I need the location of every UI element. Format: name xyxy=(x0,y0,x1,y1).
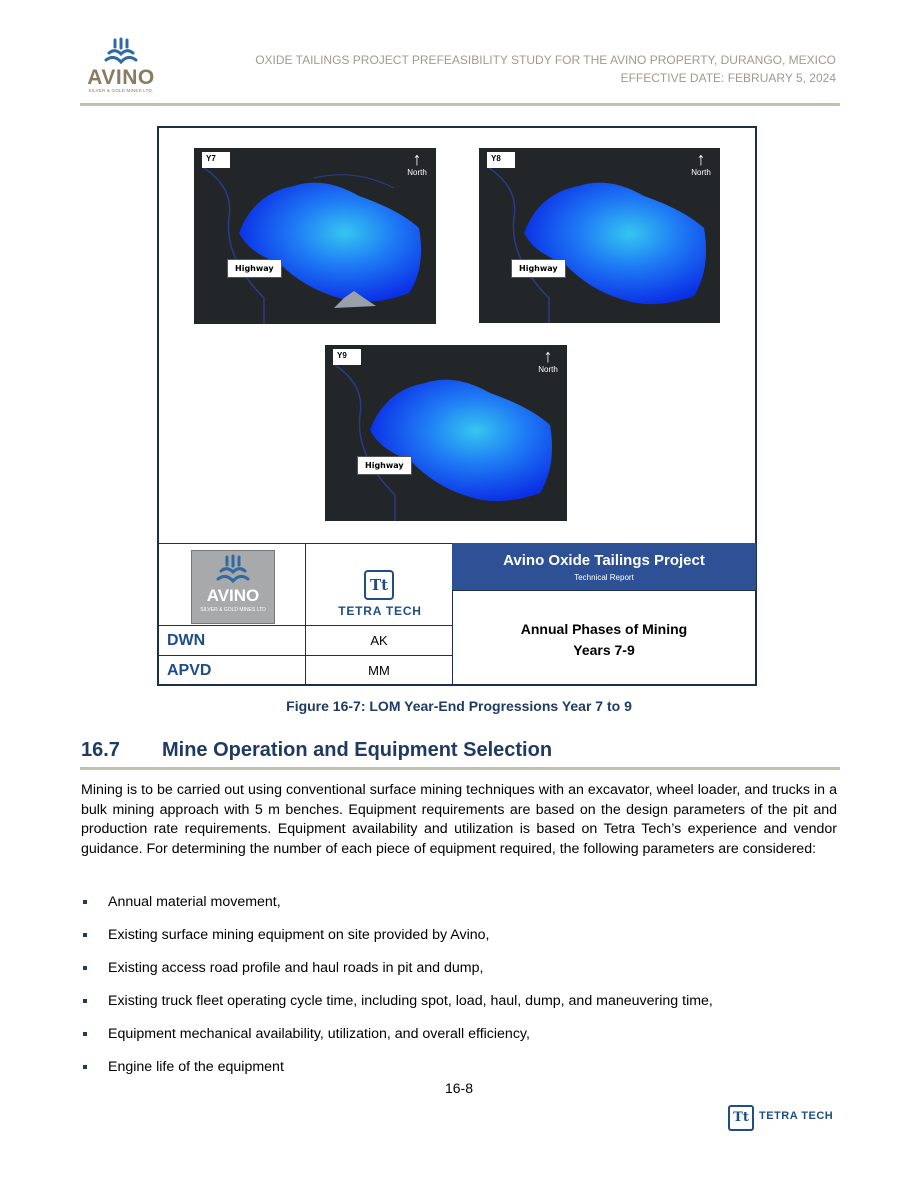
avino-swirl-icon xyxy=(84,36,158,68)
list-item-text: Engine life of the equipment xyxy=(108,1059,284,1075)
pit-map-y9 xyxy=(325,345,567,521)
header-report-title: OXIDE TAILINGS PROJECT PREFEASIBILITY STUDY FOR THE AVINO PROPERTY, DURANGO, MEXICO xyxy=(255,53,836,67)
north-label: North xyxy=(407,168,427,177)
title-block-drawing-cell xyxy=(452,590,756,685)
section-title: Mine Operation and Equipment Selection xyxy=(162,739,553,761)
north-arrow-icon: ↑ xyxy=(696,149,706,169)
pit-map-y7 xyxy=(194,148,436,324)
north-arrow-icon: ↑ xyxy=(543,346,553,366)
list-item-text: Equipment mechanical availability, utilization, and overall efficiency, xyxy=(108,1026,530,1042)
page-number: 16-8 xyxy=(444,1080,474,1096)
apvd-label-cell xyxy=(158,655,306,685)
list-item-text: Existing access road profile and haul roads in pit and dump, xyxy=(108,960,484,976)
north-label: North xyxy=(691,168,711,177)
bullet-icon xyxy=(83,1065,87,1069)
section-number: 16.7 xyxy=(81,739,120,761)
avino-swirl-icon xyxy=(192,553,274,587)
list-item xyxy=(81,959,837,992)
avino-brand-text: AVINO xyxy=(87,66,155,89)
section-divider xyxy=(80,767,840,770)
avino-header-logo xyxy=(84,36,158,98)
apvd-value: MM xyxy=(368,663,390,678)
map-panel-y9 xyxy=(325,345,567,521)
list-item xyxy=(81,1025,837,1058)
bullet-icon xyxy=(83,999,87,1003)
header-effective-date: EFFECTIVE DATE: FEBRUARY 5, 2024 xyxy=(620,71,836,85)
avino-logo xyxy=(191,550,275,624)
avino-tagline: SILVER & GOLD MINES LTD xyxy=(200,607,266,613)
avino-brand-text: AVINO xyxy=(206,586,260,605)
map-year-label: Y8 xyxy=(487,152,515,168)
project-title: Avino Oxide Tailings Project xyxy=(503,552,705,569)
dwn-value: AK xyxy=(370,633,388,648)
map-panel-y8 xyxy=(479,148,720,323)
bullet-icon xyxy=(83,933,87,937)
bullet-icon xyxy=(83,900,87,904)
list-item xyxy=(81,893,837,926)
tetra-tech-footer-logo xyxy=(728,1104,838,1132)
dwn-label: DWN xyxy=(167,632,206,649)
list-item xyxy=(81,926,837,959)
title-block-project-cell xyxy=(452,543,756,591)
list-item-text: Existing surface mining equipment on site provided by Avino, xyxy=(108,927,490,943)
highway-label: Highway xyxy=(511,259,566,278)
drawing-title-line2: Years 7-9 xyxy=(573,642,635,658)
tetra-tech-icon: Tt xyxy=(728,1105,754,1131)
title-block-avino-cell xyxy=(158,543,306,626)
project-subtitle: Technical Report xyxy=(574,573,634,582)
north-arrow-icon: ↑ xyxy=(412,149,422,169)
highway-label: Highway xyxy=(357,456,412,475)
north-label: North xyxy=(538,365,558,374)
parameter-list xyxy=(81,893,837,1091)
map-panel-y7 xyxy=(194,148,436,324)
header-divider xyxy=(80,103,840,106)
apvd-value-cell xyxy=(305,655,453,685)
apvd-label: APVD xyxy=(167,662,212,679)
figure-caption: Figure 16-7: LOM Year-End Progressions Year 7 to 9 xyxy=(286,698,632,714)
tetra-tech-icon: Tt xyxy=(364,570,394,600)
avino-tagline: SILVER & GOLD MINES LTD. xyxy=(88,88,154,93)
north-indicator xyxy=(686,150,716,177)
north-indicator xyxy=(402,150,432,177)
map-year-label: Y7 xyxy=(202,152,230,168)
north-indicator xyxy=(533,347,563,374)
list-item-text: Existing truck fleet operating cycle time, including spot, load, haul, dump, and maneuvering time, xyxy=(108,993,713,1009)
highway-label: Highway xyxy=(227,259,282,278)
title-block-tetra-cell xyxy=(305,543,453,626)
list-item-text: Annual material movement, xyxy=(108,894,281,910)
drawing-title-block xyxy=(158,543,756,685)
list-item xyxy=(81,992,837,1025)
dwn-label-cell xyxy=(158,625,306,656)
dwn-value-cell xyxy=(305,625,453,656)
pit-map-y8 xyxy=(479,148,720,323)
tetra-tech-name: TETRA TECH xyxy=(338,604,422,618)
bullet-icon xyxy=(83,1032,87,1036)
drawing-title-line1: Annual Phases of Mining xyxy=(520,621,688,637)
drawing-title xyxy=(453,619,755,661)
map-year-label: Y9 xyxy=(333,349,361,365)
body-paragraph: Mining is to be carried out using conventional surface mining techniques with an excavator, wheel loader, and trucks in a bulk mining approach with 5 m benches. Equipment requirements are based on the design parameters of the pit and production rate requirements. Equipment availability and utilization is based on Tetra Tech’s experience and vendor guidance. For determining the number of each piece of equipment required, the following parameters are considered: xyxy=(81,782,837,857)
tetra-tech-name: TETRA TECH xyxy=(759,1110,834,1122)
bullet-icon xyxy=(83,966,87,970)
